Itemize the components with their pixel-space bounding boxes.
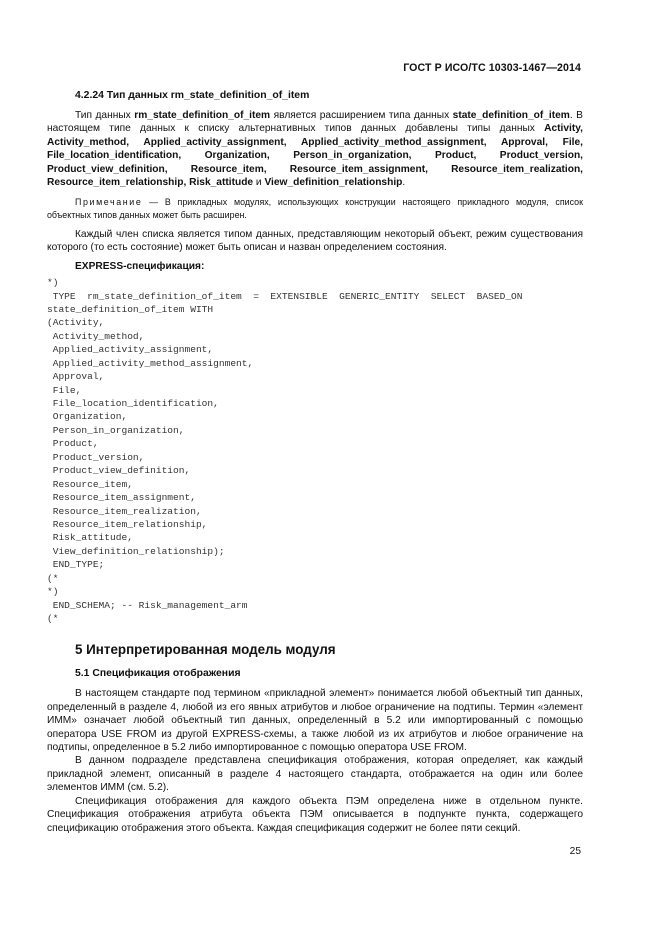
text-run: Activity, Activity_method, Applied_activity_assignment, Applied_activity_method_assignment, Approval, File, File_location_identification, Organization, Person_in_organization, Product, Product_version, Product_view_definition, Resource_item, Resource_item_assignment, Resource_item_realization, Resource_item_relationship, Risk_attitude (47, 123, 583, 189)
note-text: — В прикладных модулях, использующих конструкции настоящего прикладного модуля, список объектных типов данных может быть расширен. (47, 197, 583, 220)
code-line: File, (47, 384, 82, 396)
code-line: Applied_activity_assignment, (47, 344, 214, 356)
code-line: Resource_item, (47, 478, 133, 490)
note-label: Примечание (75, 197, 143, 208)
code-line: Product_version, (47, 451, 145, 463)
text-run: View_definition_relationship (264, 177, 403, 189)
code-line: END_TYPE; (47, 559, 105, 571)
code-line: Organization, (47, 411, 128, 423)
express-code-block (47, 276, 583, 625)
code-line: Activity_method, (47, 330, 145, 342)
text-run: state_definition_of_item (452, 110, 570, 121)
code-line: *) (47, 586, 59, 598)
paragraph-5-1-2: В данном подразделе представлена спецификация отображения, которая определяет, как каждый прикладной элемент, описанный в разделе 4 настоящего стандарта, отображается на один или более элементов ИММ (см. 5.2). (47, 755, 583, 794)
note (47, 196, 583, 220)
text-run: и (253, 177, 265, 189)
code-line: Applied_activity_method_assignment, (47, 357, 254, 369)
text-run: rm_state_definition_of_item (134, 110, 271, 121)
document-header: ГОСТ Р ИСО/ТС 10303-1467—2014 (403, 62, 581, 74)
code-line: Product_view_definition, (47, 465, 191, 477)
section-heading-5: 5 Интерпретированная модель модуля (75, 642, 336, 658)
code-line: Resource_item_realization, (47, 505, 202, 517)
code-line: Risk_attitude, (47, 532, 133, 544)
code-line: END_SCHEMA; -- Risk_management_arm (47, 599, 248, 611)
code-line: View_definition_relationship); (47, 545, 225, 557)
paragraph-5-1-1: В настоящем стандарте под термином «прикладной элемент» понимается любой объектный тип данных, определенный в разделе 4, любой из его явных атрибутов и любое ограничение на подтипы. Термин «элемент ИММ» означает любой объектный тип данных, определенный в 5.2 или импортированный с помощью оператора USE FROM из другой EXPRESS-схемы, а также любой из их атрибутов и любое ограничение на подтипы, определенное в 5.2 либо импортированное с помощью оператора USE FROM. (47, 688, 583, 754)
code-line: (* (47, 613, 59, 624)
page-number: 25 (569, 846, 581, 857)
page-content (47, 89, 583, 835)
code-line: Person_in_organization, (47, 424, 185, 436)
text-run: Тип данных (75, 110, 135, 121)
code-line: Product, (47, 438, 99, 450)
code-line: Resource_item_relationship, (47, 518, 208, 530)
code-line: (* (47, 572, 59, 584)
express-spec-label: EXPRESS-спецификация: (75, 260, 205, 272)
code-line: Resource_item_assignment, (47, 492, 196, 504)
text-run: . В настоящем типе данных к списку альтернативных типов данных добавлены типы данных (47, 110, 583, 135)
section-heading-4-2-24: 4.2.24 Тип данных rm_state_definition_of_item (75, 90, 310, 101)
code-line: state_definition_of_item WITH (47, 303, 214, 315)
paragraph-5-1-3: Спецификация отображения для каждого объекта ПЭМ определена ниже в отдельном пункте. Спецификация отображения атрибута объекта ПЭМ описывается в подпункте пункта, содержащего спецификацию отображения этого объекта. Каждая спецификация содержит не более пяти секций. (47, 795, 583, 834)
paragraph-member-description: Каждый член списка является типом данных, представляющим некоторый объект, режим существования которого (то есть состояние) может быть описан и назван определением состояния. (47, 228, 583, 254)
text-run: является расширением типа данных (270, 110, 453, 121)
code-line: TYPE rm_state_definition_of_item = EXTENSIBLE GENERIC_ENTITY SELECT BASED_ON (47, 290, 523, 302)
section-heading-5-1: 5.1 Спецификация отображения (75, 668, 241, 680)
code-line: Approval, (47, 371, 105, 383)
code-line: (Activity, (47, 317, 105, 329)
code-line: *) (47, 277, 59, 289)
paragraph-type-description (47, 109, 583, 189)
code-line: File_location_identification, (47, 398, 219, 409)
text-run: . (402, 177, 406, 189)
